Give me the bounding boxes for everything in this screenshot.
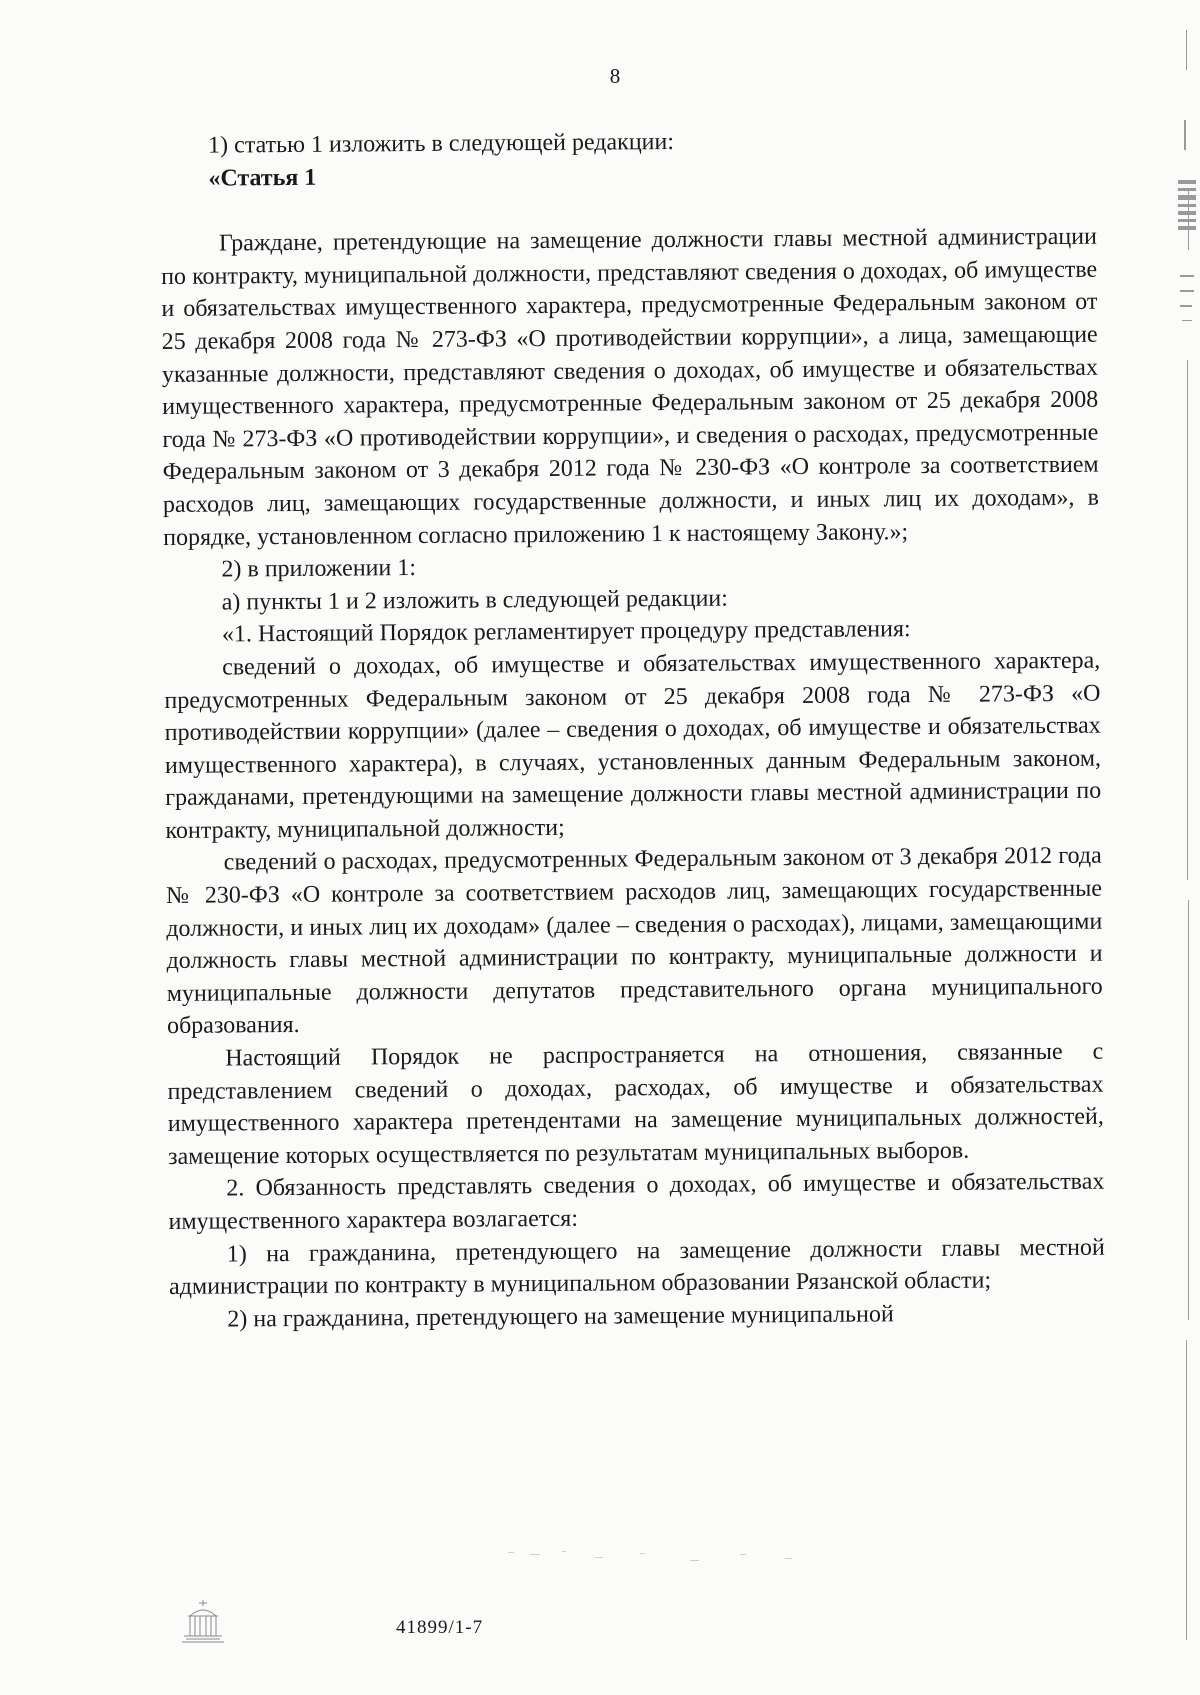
paragraph-obligation: 2. Обязанность представлять сведения о доходах, об имуществе и обязательствах имущественного характера возлагается:	[168, 1169, 1105, 1235]
paragraph-obligation-item-2: 2) на гражданина, претендующего на замещение муниципальной	[227, 1301, 894, 1333]
paragraph-expense-info: сведений о расходах, предусмотренных Федеральным законом от 3 декабря 2012 года № 230-ФЗ «О контроле за соответствием расходов лиц, замещающих государственные должности, и иных лиц их доходам» (далее – сведения о расходах), лицами, замещающими должность главы местной администрации по контракту, муниципальные должности и муниципальные должности депутатов представительного органа муниципального образования.	[165, 843, 1103, 1040]
paragraph-obligation-item-1: 1) на гражданина, претендующего на замещение должности главы местной администрации по контракту в муниципальном образовании Рязанской области;	[168, 1234, 1105, 1301]
paragraph-scope-exclusion: Настоящий Порядок не распространяется на отношения, связанные с представлением сведений о доходах, расходах, об имуществе и обязательствах имущественного характера претендентами на замещение муниципальных должностей, замещение которых осуществляется по результатам муниципальных выборов.	[167, 1038, 1104, 1170]
paragraph-amend-article-1: 1) статью 1 изложить в следующей редакции:	[208, 128, 675, 159]
paragraph-appendix-1: 2) в приложении 1:	[221, 555, 417, 583]
paragraph-income-info: сведений о доходах, об имуществе и обязательствах имущественного характера, предусмотренных Федеральным законом от 25 декабря 2008 года № 273-ФЗ «О противодействии коррупции» (далее – сведения о доходах, об имуществе и обязательствах имущественного характера), в случаях, установленных данным Федеральным законом, гражданами, претендующими на замещение должности главы местной администрации по контракту, муниципальной должности;	[164, 647, 1102, 844]
article-heading: «Статья 1	[208, 164, 317, 192]
document-body	[160, 123, 1105, 1337]
document-code: 41899/1-7	[396, 1617, 484, 1638]
page-number: 8	[609, 64, 621, 88]
paragraph-article-1-text: Граждане, претендующие на замещение должности главы местной администрации по контракту, муниципальной должности, представляют сведения о доходах, об имуществе и обязательствах имущественного характера, предусмотренные Федеральным законом от 25 декабря 2008 года № 273-ФЗ «О противодействии коррупции», а лица, замещающие указанные должности, представляют сведения о доходах, об имуществе и обязательствах имущественного характера, предусмотренные Федеральным законом от 25 декабря 2008 года № 273-ФЗ «О противодействии коррупции», и сведения о расходах, предусмотренные Федеральным законом от 3 декабря 2012 года № 230-ФЗ «О контроле за соответствием расходов лиц, замещающих государственные должности, и иных лиц их доходам», в порядке, установленном согласно приложению 1 к настоящему Закону.»;	[161, 223, 1100, 551]
scan-artifact	[500, 1548, 840, 1568]
emblem-icon	[180, 1598, 226, 1648]
scan-edge-artifact	[1174, 0, 1200, 1695]
paragraph-procedure-intro: «1. Настоящий Порядок регламентирует процедуру представления:	[221, 616, 911, 648]
paragraph-items-1-2: а) пункты 1 и 2 изложить в следующей редакции:	[221, 585, 728, 616]
